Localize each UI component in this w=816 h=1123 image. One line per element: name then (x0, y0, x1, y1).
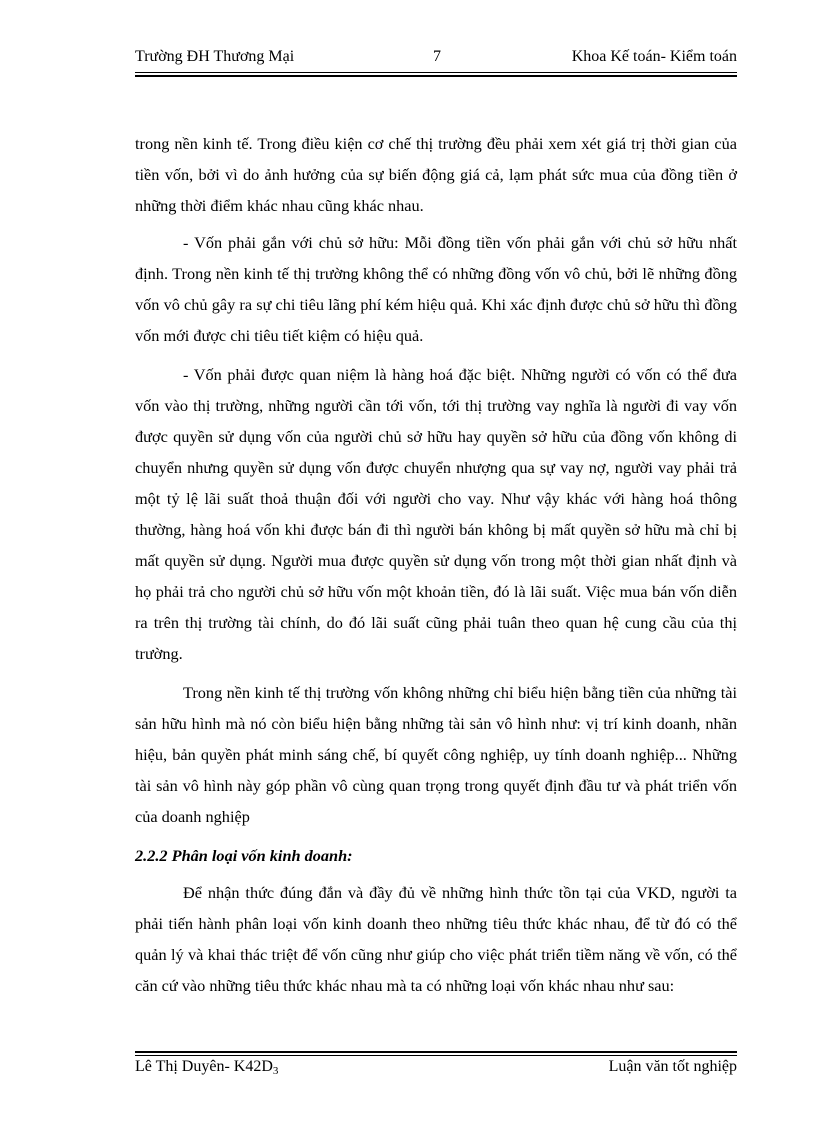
paragraph-special-goods: - Vốn phải được quan niệm là hàng hoá đặc biệt. Những người có vốn có thể đưa vốn vào thị trường, những người cần tới vốn, tới thị trường vay nghĩa là người đi vay vốn được quyền sử dụng vốn của người chủ sở hữu hay quyền sở hữu của đồng vốn không di chuyển nhưng quyền sử dụng vốn được chuyển nhượng qua sự vay nợ, người vay phải trả một tỷ lệ lãi suất thoả thuận đối với người cho vay. Như vậy khác với hàng hoá thông thường, hàng hoá vốn khi được bán đi thì người bán không bị mất quyền sở hữu mà chỉ bị mất quyền sử dụng. Người mua được quyền sử dụng vốn trong một thời gian nhất định và họ phải trả cho người chủ sở hữu vốn một khoản tiền, đó là lãi suất. Việc mua bán vốn diễn ra trên thị trường tài chính, do đó lãi suất cũng phải tuân theo quan hệ cung cầu của thị trường. (135, 365, 737, 663)
footer-rule-thick (135, 1051, 737, 1053)
page-body (135, 128, 737, 1009)
header-rule-thin (135, 72, 737, 73)
footer-author-subscript: 3 (272, 1065, 279, 1077)
footer-rule-thin (135, 1055, 737, 1056)
header-school: Trường ĐH Thương Mại (135, 48, 295, 65)
section-heading: 2.2.2 Phân loại vốn kinh doanh: (135, 846, 353, 865)
footer-author (135, 1058, 278, 1077)
header-faculty: Khoa Kế toán- Kiểm toán (571, 48, 737, 65)
paragraph-classification: Để nhận thức đúng đắn và đầy đủ về những hình thức tồn tại của VKD, người ta phải tiến hành phân loại vốn kinh doanh theo những tiêu thức khác nhau, để từ đó có thể quản lý và khai thác triệt để vốn cũng như giúp cho việc phát triển tiềm năng về vốn, có thể căn cứ vào những tiêu thức khác nhau mà ta có những loại vốn khác nhau như sau: (135, 883, 737, 995)
footer-author-name: Lê Thị Duyên- K42D (135, 1058, 273, 1075)
paragraph-time-value: trong nền kinh tế. Trong điều kiện cơ chế thị trường đều phải xem xét giá trị thời gian của tiền vốn, bởi vì do ảnh hưởng của sự biến động giá cả, lạm phát sức mua của đồng tiền ở những thời điểm khác nhau cũng khác nhau. (135, 134, 737, 215)
page-header (135, 48, 737, 70)
page-footer (135, 1058, 737, 1080)
paragraph-intangible-assets: Trong nền kinh tế thị trường vốn không những chỉ biểu hiện bằng tiền của những tài sản hữu hình mà nó còn biểu hiện bằng những tài sản vô hình như: vị trí kinh doanh, nhãn hiệu, bản quyền phát minh sáng chế, bí quyết công nghiệp, uy tính doanh nghiệp... Những tài sản vô hình này góp phần vô cùng quan trọng trong quyết định đầu tư và phát triển vốn của doanh nghiệp (135, 683, 737, 826)
footer-thesis-label: Luận văn tốt nghiệp (608, 1058, 737, 1075)
header-page-number: 7 (433, 48, 441, 65)
paragraph-owner: - Vốn phải gắn với chủ sở hữu: Mỗi đồng tiền vốn phải gắn với chủ sở hữu nhất định. Trong nền kinh tế thị trường không thể có những đồng vốn vô chủ, bởi lẽ những đồng vốn vô chủ gây ra sự chi tiêu lãng phí kém hiệu quả. Khi xác định được chủ sở hữu thì đồng vốn mới được chi tiêu tiết kiệm có hiệu quả. (135, 233, 737, 345)
header-rule-thick (135, 75, 737, 77)
